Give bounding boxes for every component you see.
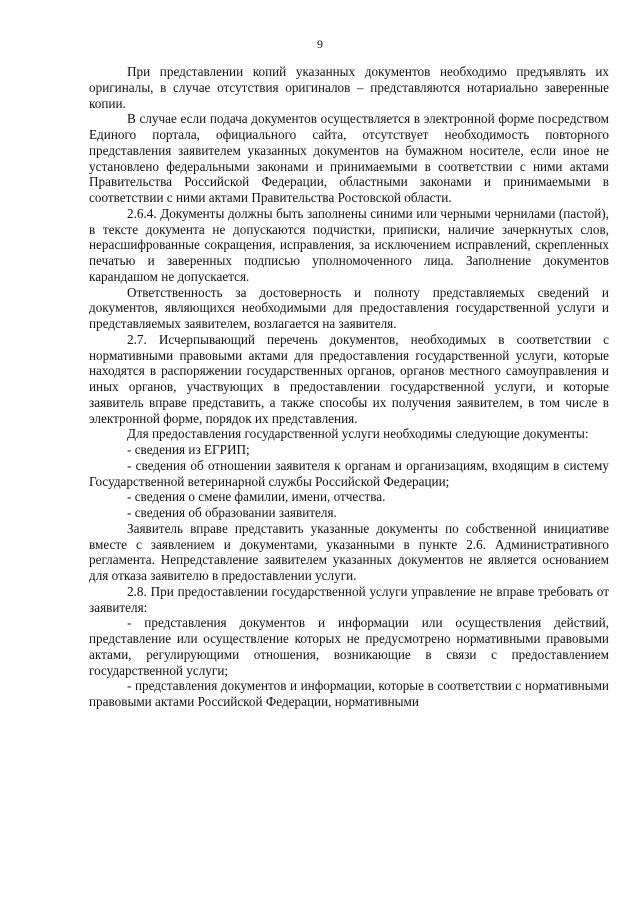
page-body [89, 64, 609, 710]
paragraph-2-7: 2.7. Исчерпывающий перечень документов, необходимых в соответствии с нормативными правовыми актами для предоставления государственной услуги, которые находятся в распоряжении государственных органов, органов местного самоуправления и иных органов, участвующих в предоставлении государственной услуги, и которые заявитель вправе представить, а также способы их получения заявителем, в том числе в электронной форме, порядок их представления. [89, 331, 609, 426]
paragraph-required-documents: Для предоставления государственной услуги необходимы следующие документы: [127, 426, 589, 442]
list-item-education: - сведения об образовании заявителя. [127, 505, 337, 520]
list-item-no-extra-documents: - представления документов и информации или осуществления действий, представление или осуществление которых не предусмотрено нормативными правовыми актами, регулирующими отношения, возникающие в связи с предоставлением государственной услуги; [89, 615, 609, 678]
paragraph-electronic-submission: В случае если подача документов осуществляется в электронной форме посредством Единого портала, официального сайта, отсутствует необходимость повторного представления заявителем указанных документов на бумажном носителе, если иное не установлено федеральными законами и принимаемыми в соответствии с ними актами Правительства Российской Федерации, областными законами и принимаемыми в соответствии с ними актами Правительства Ростовской области. [89, 111, 609, 205]
list-item-egrip: - сведения из ЕГРИП; [127, 442, 250, 457]
paragraph-2-6-4: 2.6.4. Документы должны быть заполнены синими или черными чернилами (пастой), в тексте документа не допускаются подчистки, приписки, наличие зачеркнутых слов, нерасшифрованные сокращения, исправления, за исключением исправлений, скрепленных печатью и заверенных подписью уполномоченного лица. Заполнение документов карандашом не допускается. [89, 205, 609, 284]
paragraph-originals: При представлении копий указанных документов необходимо предъявлять их оригиналы, в случае отсутствия оригиналов – представляются нотариально заверенные копии. [89, 64, 609, 111]
page-number: 9 [317, 37, 323, 51]
list-item-name-change: - сведения о смене фамилии, имени, отчества. [127, 489, 386, 505]
paragraph-2-8: 2.8. При предоставлении государственной услуги управление не вправе требовать от заявителя: [89, 583, 609, 615]
paragraph-responsibility: Ответственность за достоверность и полноту представляемых сведений и документов, являющихся необходимыми для предоставления государственной услуги и представляемых заявителем, возлагается на заявителя. [89, 284, 609, 331]
list-item-vet-service: - сведения об отношении заявителя к органам и организациям, входящим в систему Государственной ветеринарной службы Российской Федерации; [89, 457, 609, 489]
list-item-documents-in-possession: - представления документов и информации, которые в соответствии с нормативными правовыми актами Российской Федерации, нормативными [89, 678, 609, 709]
paragraph-own-initiative: Заявитель вправе представить указанные документы по собственной инициативе вместе с заявлением и документами, указанными в пункте 2.6. Административного регламента. Непредставление заявителем указанных документов не является основанием для отказа заявителю в предоставлении услуги. [89, 520, 609, 583]
